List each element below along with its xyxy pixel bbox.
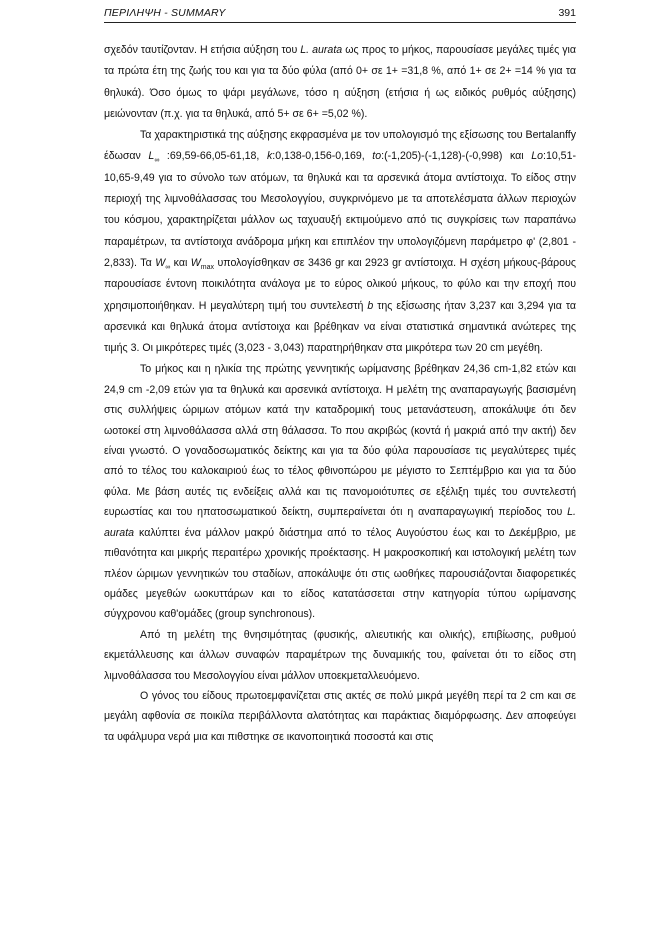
- text-run: :(-1,205)-(-1,128)-(-0,998) και: [381, 150, 532, 163]
- text-run: Ο γόνος του είδους πρωτοεμφανίζεται στις ακτές σε πολύ μικρά μεγέθη περί τα 2 cm και σε μεγάλη αφθονία σε ποικίλα περιβάλλοντα αλατότητας και παράκτιας διαμόρφωσης. Δεν αποφεύγει τα υφάλμυρα νερά μια και πιθστηκε σε ικανοποιητικά ποσοστά και στις: [104, 689, 576, 743]
- text-run: Το μήκος και η ηλικία της πρώτης γεννητικής ωρίμανσης βρέθηκαν 24,36 cm-1,82 ετών και 24,9 cm -2,09 ετών για τα θηλυκά και αρσενικά αντίστοιχα. Η μελέτη της αναπαραγωγής βασισμένη στις συλλήψεις ώριμων ατόμων κατά την καταδρομική τους μετανάστευση, αποκάλυψε ότι δεν ωοτοκεί στη λιμνοθάλασσα αλλά στη θάλασσα. Το που ακριβώς (κοντά ή μακριά από την ακτή) δεν είναι γνωστό. Ο γοναδοσωματικός δείκτης και για τα δύο φύλα παρουσίασε τις μεγαλύτερες τιμές από το τέλος του καλοκαιριού έως το τέλος φθινοπώρου με μέγιστο το Σεπτέμβριο και για τα δύο φύλα. Με βάση αυτές τις ενδείξεις αλλά και τις πανομοιότυπες σε εξέλιξη τιμές του συντελεστή ευρωστίας και του ηπατοσωματικού δείκτη, συμπεραίνεται ότι η αναπαραγωγική περίοδος του: [104, 363, 576, 519]
- text-run: Τα χαρακτηριστικά της αύξησης εκφρασμένα με τον υπολογισμό της εξίσωσης του Bertalanffy έδωσαν: [104, 129, 576, 163]
- text-run: ως προς το μήκος, παρουσίασε μεγάλες τιμές για τα πρώτα έτη της ζωής του και για τα δύο φύλα (από 0+ σε 1+ =31,8 %, από 1+ σε 2+ =14 % για τα θηλυκά). Όσο όμως το ψάρι μεγάλωνε, τόσο η αύξηση (ετήσια ή ως ειδικός ρυθμός αύξησης) μειώνονταν (π.χ. για τα θηλυκά, από 5+ σε 6+ =5,02 %).: [104, 44, 576, 120]
- paragraph-4: [104, 625, 576, 686]
- l-infinity-symbol: L: [148, 150, 155, 163]
- page-number: 391: [558, 7, 576, 19]
- text-run: :10,51-10,65-9,49 για το σύνολο των ατόμων, τα θηλυκά και τα αρσενικά άτομα αντίστοιχα. Το είδος στην περιοχή της λιμνοθάλασσας του Μεσολογγίου, συγκρινόμενο με τα αποτελέσματα άλλων περιοχών του κόσμου, χαρακτηρίζεται μάλλον ως ταχυαυξή εκτιμούμενο από τις συγκρίσεις των παραπάνω παραμέτρων, τα αντίστοιχα ανάδρομα μήκη και επιπλέον την υπολογιζόμενη παράμετρο φ' (2,801 - 2,833). Τα: [104, 150, 576, 269]
- text-run: υπολογίσθηκαν σε 3436 gr και 2923 gr αντίστοιχα. Η σχέση μήκους-βάρους παρουσίασε έντονη ποικιλότητα ανάλογα με το εύρος ολικού μήκους, το φύλο και την εποχή που χρησιμοποιήθηκαν. Η μεγαλύτερη τιμή του συντελεστή: [104, 256, 576, 312]
- paragraph-2: [104, 125, 576, 359]
- paragraph-1: [104, 40, 576, 125]
- species-name: L. aurata: [104, 506, 576, 539]
- body-text: [104, 40, 576, 747]
- text-run: :69,59-66,05-61,18,: [159, 150, 267, 163]
- text-run: Από τη μελέτη της θνησιμότητας (φυσικής, αλιευτικής και ολικής), επιβίωσης, ρυθμού εκμετάλλευσης και άλλων συναφών παραμέτρων της δυναμικής του, φαίνεται ότι το είδος στη λιμνοθάλασσα του Μεσολογγίου είναι μάλλον υποεκμεταλλευόμενο.: [104, 628, 576, 682]
- subscript: ∞: [154, 157, 160, 165]
- text-run: σχεδόν ταυτίζονταν. Η ετήσια αύξηση του: [104, 44, 301, 56]
- lo-symbol: Lo: [531, 150, 544, 163]
- subscript: max: [200, 264, 215, 272]
- text-run: καλύπτει ένα μάλλον μακρύ διάστημα από το τέλος Αυγούστου έως και το Δεκέμβριο, με πιθανότητα και μικρής περαιτέρω χρονικής προέκτασης. Η μακροσκοπική και ιστολογική μελέτη των πλέον ώριμων γεννητικών του σταδίων, αποκάλυψε ότι στις ωοθήκες παρουσιάζονται διαφορετικές ομάδες μεγεθών ωοκυττάρων και το είδος κατατάσσεται στην κατηγορία τύπου ωρίμανσης σύγχρονου καθ'ομάδες (group synchronous).: [104, 526, 576, 621]
- text-run: :0,138-0,156-0,169,: [272, 150, 373, 163]
- species-name: L. aurata: [300, 44, 343, 56]
- w-infinity-symbol: W: [155, 256, 166, 269]
- subscript: ∞: [165, 264, 171, 272]
- b-symbol: b: [367, 299, 374, 312]
- paragraph-5: [104, 686, 576, 747]
- paragraph-3: [104, 359, 576, 624]
- k-symbol: k: [266, 150, 273, 163]
- t0-symbol: to: [372, 150, 382, 163]
- w-max-symbol: W: [190, 256, 201, 269]
- text-run: και: [170, 256, 191, 269]
- text-run: της εξίσωσης ήταν 3,237 και 3,294 για τα αρσενικά και θηλυκά άτομα αντίστοιχα και βρέθηκαν να είναι στατιστικά σημαντικά ανώτερες της τιμής 3. Οι μικρότερες τιμές (3,023 - 3,043) παρατηρήθηκαν στα μικρότερα των 20 cm μεγέθη.: [104, 299, 576, 355]
- running-header: [104, 6, 576, 23]
- header-title: ΠΕΡΙΛΗΨΗ - SUMMARY: [104, 7, 226, 19]
